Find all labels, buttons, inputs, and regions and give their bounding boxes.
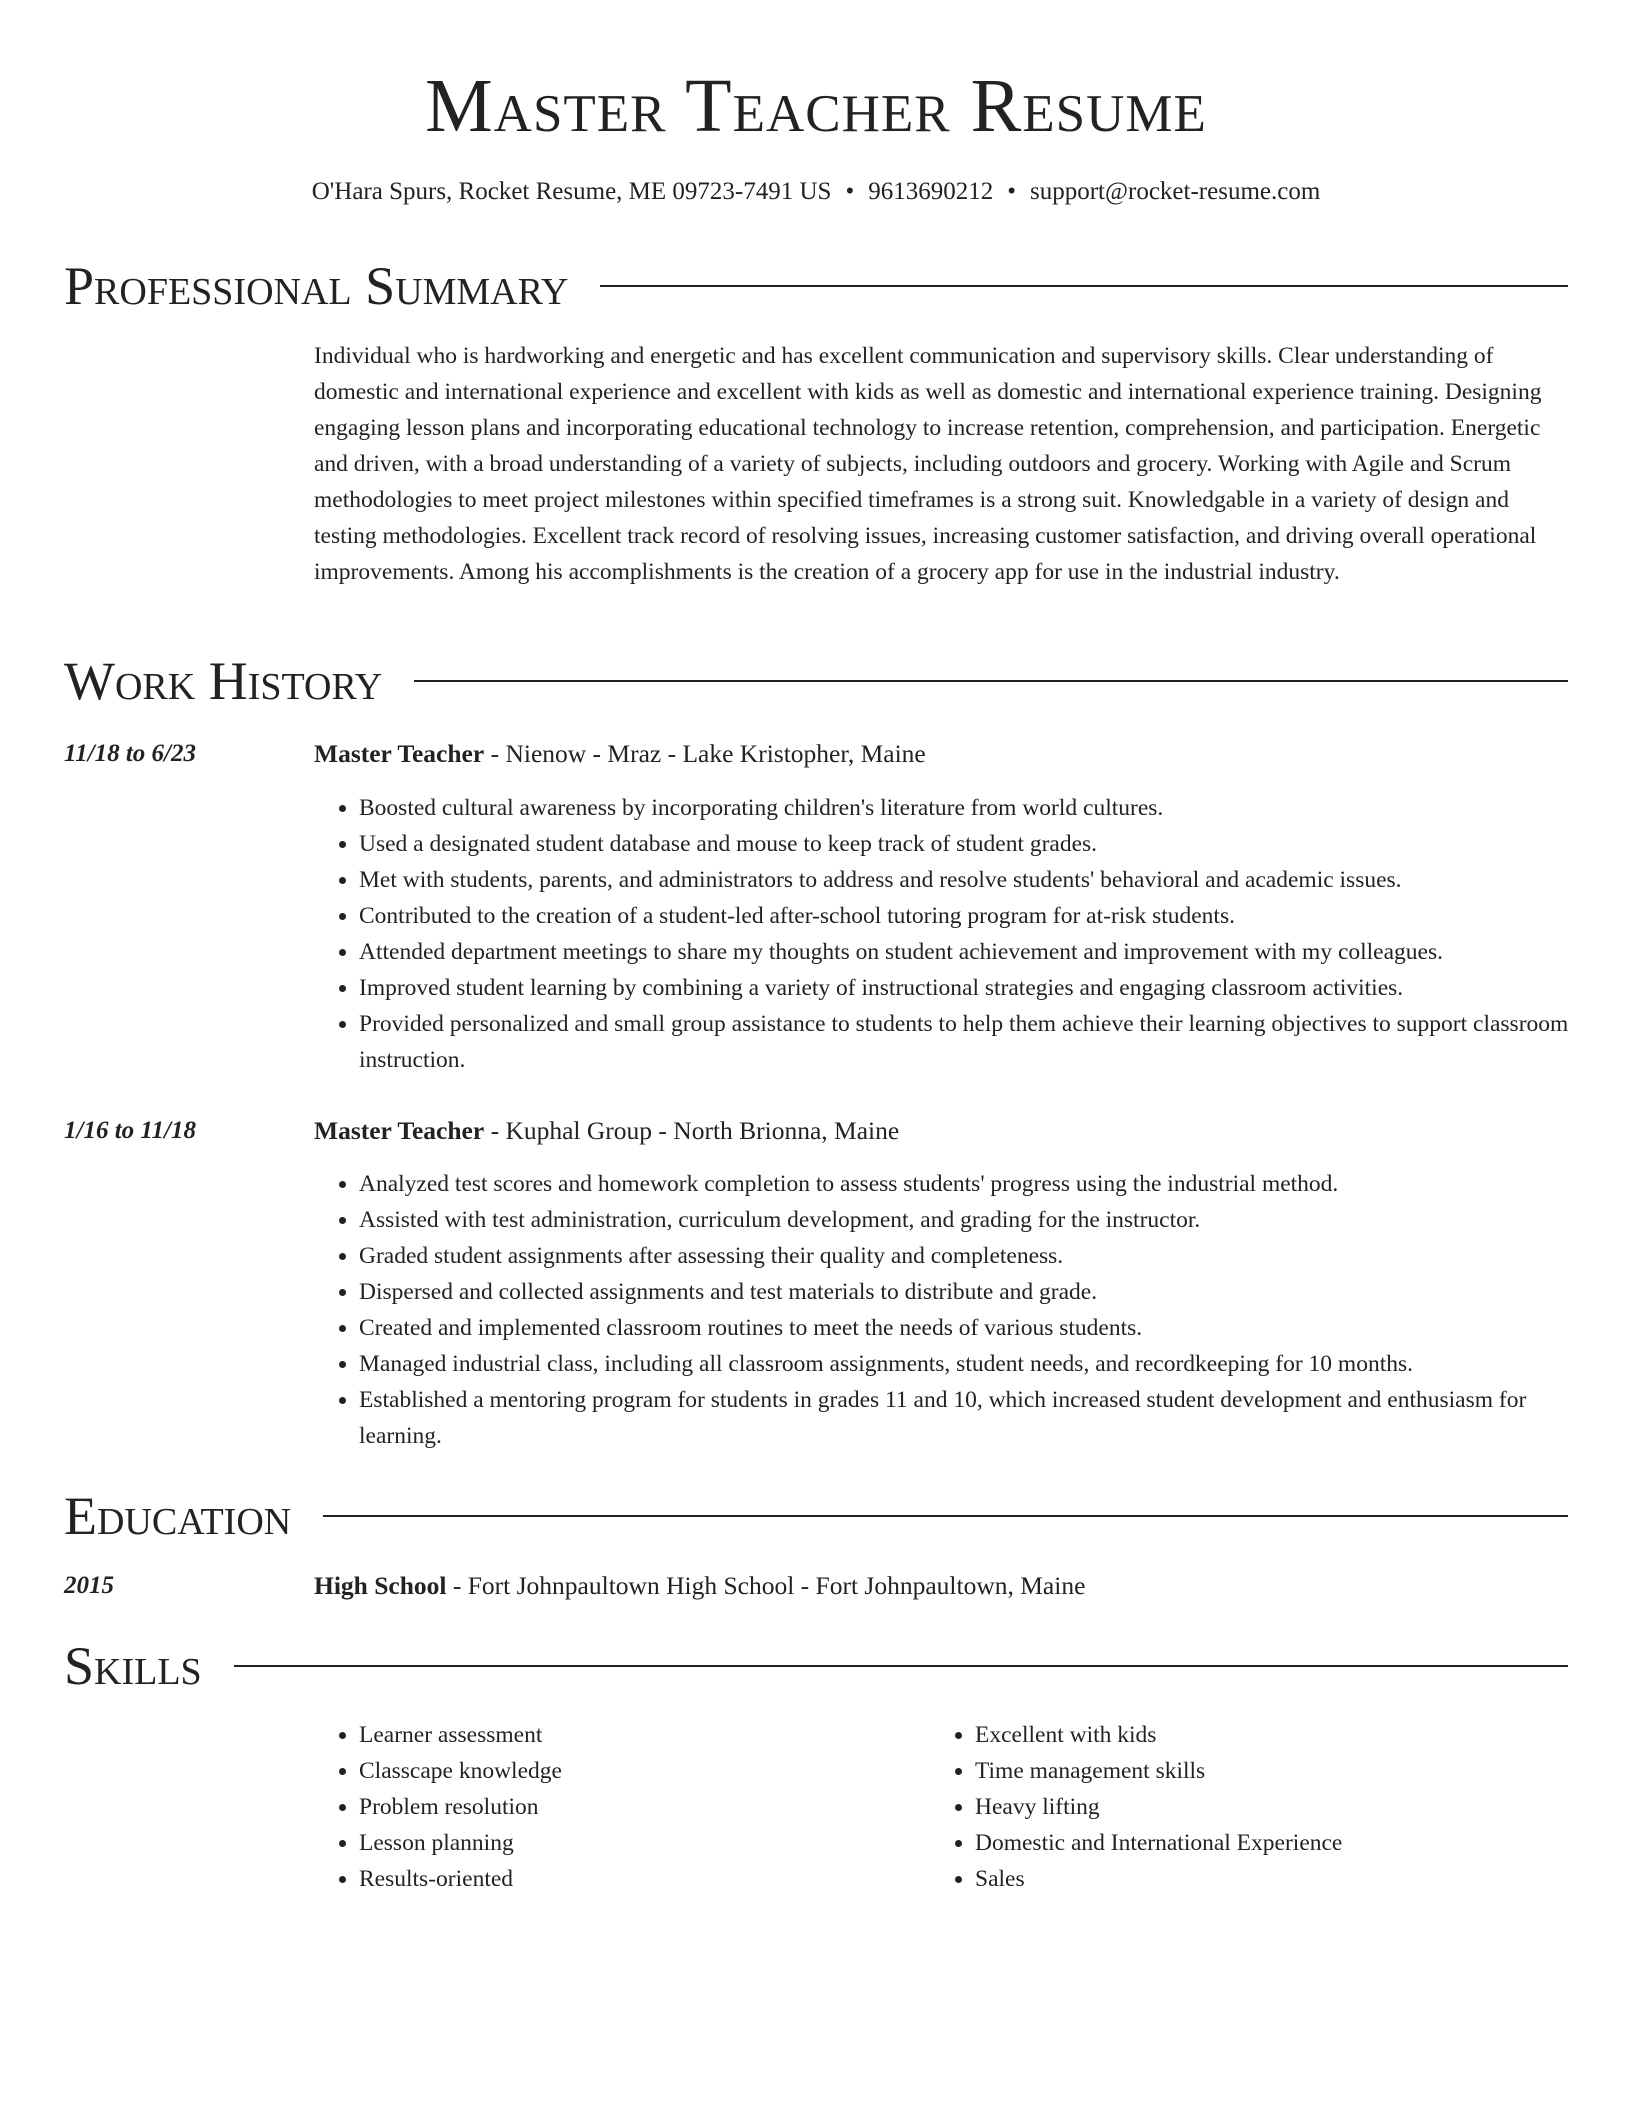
skills-list-right bbox=[930, 1717, 1615, 1897]
job-heading bbox=[314, 734, 1570, 774]
contact-line bbox=[0, 172, 1632, 212]
list-item: • Provided personalized and small group assistance to students to help them achieve their learning objectives to support classroom instruction. bbox=[359, 1006, 1570, 1078]
job-details: - Nienow - Mraz - Lake Kristopher, Maine bbox=[484, 739, 926, 768]
education-year: 2015 bbox=[64, 1572, 114, 1599]
skill-item: • Time management skills bbox=[975, 1753, 1615, 1789]
job-bullets bbox=[314, 1166, 1570, 1454]
section-divider bbox=[323, 1515, 1568, 1517]
job-bullets bbox=[314, 790, 1570, 1078]
job-heading bbox=[314, 1111, 1570, 1151]
skill-item: • Results-oriented bbox=[359, 1861, 919, 1897]
list-item: • Assisted with test administration, curriculum development, and grading for the instructor. bbox=[359, 1202, 1570, 1238]
section-title: Skills bbox=[64, 1636, 202, 1696]
education-details: - Fort Johnpaultown High School - Fort Johnpaultown, Maine bbox=[446, 1571, 1086, 1600]
list-item: • Boosted cultural awareness by incorporating children's literature from world cultures. bbox=[359, 790, 1570, 826]
list-item: • Analyzed test scores and homework completion to assess students' progress using the industrial method. bbox=[359, 1166, 1570, 1202]
section-education-header bbox=[64, 1481, 1568, 1551]
section-title: Education bbox=[64, 1486, 292, 1546]
list-item: • Dispersed and collected assignments and test materials to distribute and grade. bbox=[359, 1274, 1570, 1310]
list-item: • Managed industrial class, including all classroom assignments, student needs, and recordkeeping for 10 months. bbox=[359, 1346, 1570, 1382]
summary-text: Individual who is hardworking and energetic and has excellent communication and supervisory skills. Clear understanding of domestic and international experience and excellent with kids as well as domestic and international experience training. Designing engaging lesson plans and incorporating educational technology to increase retention, comprehension, and participation. Energetic and driven, with a broad understanding of a variety of subjects, including outdoors and grocery. Working with Agile and Scrum methodologies to meet project milestones within specified timeframes is a strong suit. Knowledgable in a variety of design and testing methodologies. Excellent track record of resolving issues, increasing customer satisfaction, and driving overall operational improvements. Among his accomplishments is the creation of a grocery app for use in the industrial industry. bbox=[314, 343, 1542, 585]
skill-item: • Classcape knowledge bbox=[359, 1753, 919, 1789]
skill-item: • Problem resolution bbox=[359, 1789, 919, 1825]
skill-item: • Domestic and International Experience bbox=[975, 1825, 1615, 1861]
skills-list-left bbox=[314, 1717, 919, 1897]
job-details: - Kuphal Group - North Brionna, Maine bbox=[484, 1116, 900, 1145]
skill-item: • Learner assessment bbox=[359, 1717, 919, 1753]
section-work-header bbox=[64, 646, 1568, 716]
list-item: • Used a designated student database and mouse to keep track of student grades. bbox=[359, 826, 1570, 862]
contact-address: O'Hara Spurs, Rocket Resume, ME 09723-7491 US bbox=[311, 178, 832, 205]
list-item: • Created and implemented classroom routines to meet the needs of various students. bbox=[359, 1310, 1570, 1346]
list-item: • Met with students, parents, and administrators to address and resolve students' behavioral and academic issues. bbox=[359, 862, 1570, 898]
section-summary-header bbox=[64, 251, 1568, 321]
section-title: Professional Summary bbox=[64, 256, 569, 316]
resume-title: Master Teacher Resume bbox=[425, 64, 1207, 148]
contact-separator: • bbox=[1007, 178, 1016, 205]
contact-email[interactable]: support@rocket-resume.com bbox=[1029, 178, 1321, 205]
job-title: Master Teacher bbox=[314, 739, 485, 768]
section-divider bbox=[234, 1665, 1568, 1667]
skill-item: • Sales bbox=[975, 1861, 1615, 1897]
contact-separator: • bbox=[845, 178, 855, 205]
skill-item: • Heavy lifting bbox=[975, 1789, 1615, 1825]
list-item: • Contributed to the creation of a student-led after-school tutoring program for at-risk students. bbox=[359, 898, 1570, 934]
list-item: • Attended department meetings to share my thoughts on student achievement and improvement with my colleagues. bbox=[359, 934, 1570, 970]
section-title: Work History bbox=[64, 651, 383, 711]
contact-phone: 9613690212 bbox=[868, 178, 994, 205]
list-item: • Graded student assignments after assessing their quality and completeness. bbox=[359, 1238, 1570, 1274]
education-degree: High School bbox=[314, 1571, 447, 1600]
skill-item: • Excellent with kids bbox=[975, 1717, 1615, 1753]
section-divider bbox=[414, 680, 1568, 682]
job-dates: 1/16 to 11/18 bbox=[64, 1117, 196, 1144]
job-title: Master Teacher bbox=[314, 1116, 485, 1145]
skill-item: • Lesson planning bbox=[359, 1825, 919, 1861]
job-dates: 11/18 to 6/23 bbox=[64, 740, 196, 767]
section-skills-header bbox=[64, 1631, 1568, 1701]
list-item: • Established a mentoring program for students in grades 11 and 10, which increased student development and enthusiasm for learning. bbox=[359, 1382, 1570, 1454]
section-divider bbox=[600, 285, 1568, 287]
list-item: • Improved student learning by combining a variety of instructional strategies and engaging classroom activities. bbox=[359, 970, 1570, 1006]
education-heading bbox=[314, 1566, 1570, 1606]
